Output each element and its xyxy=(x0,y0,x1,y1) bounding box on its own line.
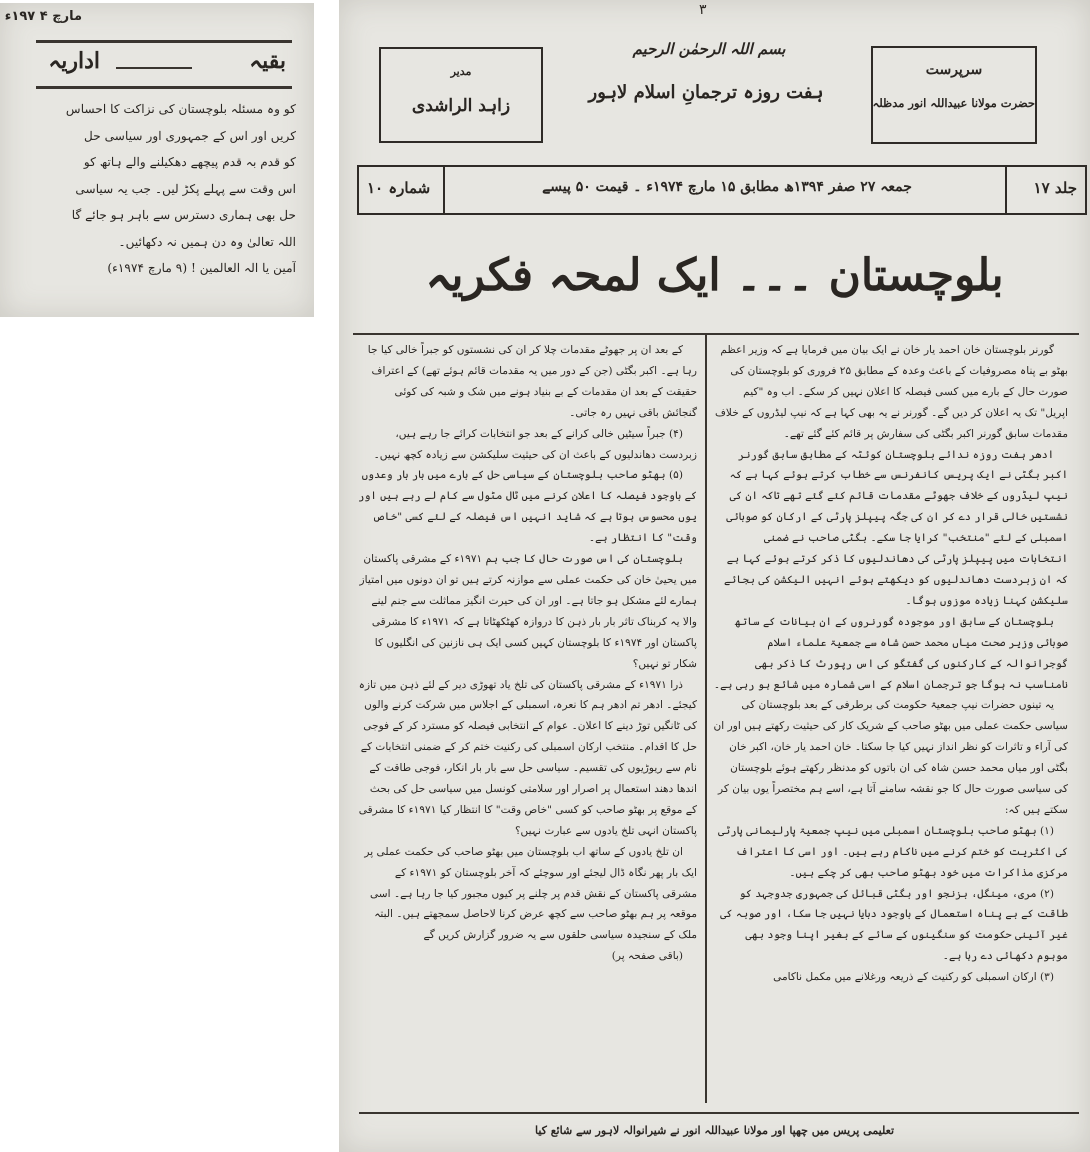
article-paragraph: ان تلخ یادوں کے ساتھ اب بلوچستان میں بھٹو صاحب کی حکمت عملی پر ایک بار پھر نگاہ ڈال لیجئے اور سوچئے کہ آخر بلوچستان کو ۱۹۷۱ء کے مشرقی پاکستان کے نقش قدم پر چلنے پر کیوں مجبور کیا جا رہا ہے۔ اسی موقعہ پر ہم بھٹو صاحب سے کچھ عرض کرنا لاحاصل سمجھتے ہیں۔ البتہ ملک کے سنجیدہ سیاسی حلقوں سے یہ ضرور گزارش کریں گے xyxy=(364,845,697,942)
volume-number: جلد ۱۷ xyxy=(1033,179,1077,197)
dateline-text: جمعہ ۲۷ صفر ۱۳۹۴ھ مطابق ۱۵ مارچ ۱۹۷۴ء ۔ قیمت ۵۰ پیسے xyxy=(542,179,912,195)
patron-name: حضرت مولانا عبیداللہ انور مدظلہ xyxy=(872,96,1035,110)
article-paragraph: ادھر ہفت روزہ ندائے بلوچستان کوئٹہ کے مطابق سابق گورنر اکبر بگٹی نے ایک پریس کانفرنس سے خطاب کرتے ہوئے کہا ہے کہ نیپ لیڈروں کے خلاف جھوٹے مقدمات قائم کئے گئے تھے تاکہ ان کی نشستیں خالی قرار دے کر ان کی جگہ پیپلز پارٹی کے ارکان کو صوبائی اسمبلی کے لئے "منتخب" کرایا جا سکے۔ بگٹی صاحب نے ضمنی انتخابات میں پیپلز پارٹی کی دھاندلیوں کا ذکر کرتے ہوئے کہا ہے کہ ان زبردست دھاندلیوں کو دیکھتے ہوئے انہیں الیکشن کی بجائے سلیکشن کہنا زیادہ موزوں ہوگا۔ xyxy=(723,448,1068,607)
column-divider xyxy=(705,333,707,1103)
clipping-title-dash xyxy=(116,67,192,69)
clipping-section-label: اداریہ xyxy=(48,48,100,74)
headline: بلوچستان ۔۔۔ ایک لمحہ فکریہ xyxy=(425,250,1004,301)
publication-title: ہفت روزہ ترجمانِ اسلام لاہور xyxy=(588,82,824,103)
clipping-rule-top xyxy=(36,40,292,43)
clipping-continued-label: بقیہ xyxy=(249,48,286,74)
editor-name: زاہد الراشدی xyxy=(411,96,511,116)
bismillah: بسم اللہ الرحمٰن الرحیم xyxy=(632,40,786,58)
article-paragraph: گورنر بلوچستان خان احمد یار خان نے ایک بیان میں فرمایا ہے کہ وزیر اعظم بھٹو بے پناہ مصروفیات کے باعث وعدہ کے مطابق ۲۵ فروری کو بلوچستان کی صورت حال کے بارے میں کسی فیصلہ کا اعلان نہیں کر سکے۔ اب وہ "کیم اپریل" تک یہ اعلان کر دیں گے۔ گورنر نے یہ بھی کہا ہے کہ نیپ لیڈروں کے خلاف مقدمات سابق گورنر اکبر بگٹی کی سفارش پر قائم کئے گئے تھے۔ xyxy=(714,344,1068,440)
newspaper-page xyxy=(339,0,1090,1152)
clipping-line: حل بھی ہماری دسترس سے باہر ہو جائے گا xyxy=(71,208,296,222)
clipping-rule-bottom xyxy=(36,86,292,89)
editor-box xyxy=(379,47,543,143)
issue-number: شمارہ ۱۰ xyxy=(367,179,431,197)
article-left-column xyxy=(357,340,697,1100)
article-paragraph: یہ تینوں حضرات نیپ جمعیۃ حکومت کی برطرفی کے بعد بلوچستان کی سیاسی حکمت عملی میں بھٹو صاحب کے شریک کار کی حیثیت رکھتے ہیں اور ان کی آراء و تاثرات کو نظر انداز نہیں کیا جا سکتا۔ خان احمد یار خان، اکبر خان بگٹی اور میاں محمد حسن شاہ کی ان باتوں کو مدنظر رکھتے ہوئے بلوچستان کی سیاسی صورت حال کا جو نقشہ سامنے آتا ہے، اسے ہم مختصراً یوں بیان کر سکتے ہیں کہ: xyxy=(713,699,1068,816)
volume-divider xyxy=(1005,167,1007,213)
imprint-line: تعلیمی پریس میں چھپا اور مولانا عبیداللہ انور نے شیرانوالہ لاہور سے شائع کیا xyxy=(534,1124,895,1137)
article-paragraph: ذرا ۱۹۷۱ء کے مشرقی پاکستان کی تلخ یاد تھوڑی دیر کے لئے ذہن میں تازہ کیجئے۔ ادھر تم ادھر ہم کا نعرہ، اسمبلی کے اجلاس میں شرکت کرنے والوں کی ٹانگیں توڑ دینے کا اعلان۔ عوام کے انتخابی فیصلہ کو مسترد کر کے فوجی حل کا اقدام۔ منتخب ارکان اسمبلی کی رکنیت ختم کر کے ضمنی انتخابات کے نام سے ریوڑیوں کی تقسیم۔ سیاسی حل سے بار بار انکار، فوجی طاقت کے اندھا دھند استعمال پر اصرار اور سلامتی کونسل میں سیاسی حل کی بحث کے موقع پر بھٹو صاحب کو کسی "خاص وقت" کا انتظار کیا ۱۹۷۱ء کا مشرقی پاکستان انہی تلخ یادوں سے عبارت نہیں؟ xyxy=(358,678,697,837)
article-paragraph: کے بعد ان پر جھوٹے مقدمات چلا کر ان کی نشستوں کو جبراً خالی کیا جا رہا ہے۔ اکبر بگٹی (جن کے دور میں یہ مقدمات قائم ہوئے تھے) کے اعتراف حقیقت کے بعد ان مقدمات کے بے بنیاد ہونے میں شک و شبہ کی کوئی گنجائش باقی نہیں رہ جاتی۔ xyxy=(367,344,697,419)
article-paragraph: (۲) مری، مینگل، بزنجو اور بگٹی قبائل کی جمہوری جدوجہد کو طاقت کے بے پناہ استعمال کے باوجود دبایا نہیں جا سکا، اور صوبہ کی غیر آئینی حکومت کو سنگینوں کے سائے کے بغیر اپنا وجود بھی موہوم دکھائی دے رہا ہے۔ xyxy=(720,887,1068,963)
article-paragraph: (۳) ارکان اسمبلی کو رکنیت کے ذریعہ ورغلانے میں مکمل ناکامی xyxy=(773,971,1054,984)
footer-rule xyxy=(359,1112,1079,1114)
article-paragraph: (۴) جبراً سیٹیں خالی کرانے کے بعد جو انتخابات کرائے جا رہے ہیں، زبردست دھاندلیوں کے باعث ان کی حیثیت سلیکشن سے زیادہ کچھ نہیں۔ xyxy=(373,427,697,461)
columns-top-rule xyxy=(353,333,1079,335)
clipping-line: آمین یا الہ العالمین ! (۹ مارچ ۱۹۷۴ء) xyxy=(107,261,296,275)
article-paragraph: (۵) بھٹو صاحب بلوچستان کے سیاسی حل کے بارے میں بار بار وعدوں کے باوجود فیصلہ کا اعلان کرنے میں ٹال مٹول سے کام لے رہے ہیں اور یوں محسوس ہوتا ہے کہ شاید انہیں اس فیصلہ کے لئے کسی "خاص وقت" کا انتظار ہے۔ xyxy=(358,469,697,545)
editor-label: مدیر xyxy=(450,65,472,78)
clipping-line: کریں اور اس کے جمہوری اور سیاسی حل xyxy=(83,128,296,143)
clipping-line: اللہ تعالیٰ وہ دن ہمیں نہ دکھائیں۔ xyxy=(118,234,296,249)
clipping-continuation xyxy=(0,3,314,317)
patron-label: سرپرست xyxy=(925,62,983,78)
dateline-bar xyxy=(357,165,1087,215)
clipping-line: اس وقت سے پہلے پکڑ لیں۔ جب یہ سیاسی xyxy=(75,181,296,196)
clipping-date: مارچ ۴ ۱۹۷ء xyxy=(4,9,82,24)
clipping-line: کو قدم بہ قدم پیچھے دھکیلنے والے ہاتھ کو xyxy=(83,155,296,169)
page-number: ۳ xyxy=(699,2,707,18)
issue-divider xyxy=(443,167,445,213)
article-paragraph: بلوچستان کی اس صورت حال کا جب ہم ۱۹۷۱ء کے مشرقی پاکستان میں یحییٰ خان کی حکمت عملی سے موازنہ کرتے ہیں تو ان دونوں میں امتیاز ہمارے لئے مشکل ہو جاتا ہے۔ اور ان کی حیرت انگیز مماثلت سے جنم لینے والا یہ کربناک تاثر بار بار ذہن کا دروازہ کھٹکھٹاتا ہے کہ ۱۹۷۱ء کا مشرقی پاکستان اور ۱۹۷۴ء کا بلوچستان کہیں کسی ایک ہی نازنین کی انگلیوں کا شکار تو نہیں؟ xyxy=(359,553,697,670)
article-paragraph: (باقی صفحہ پر) xyxy=(611,950,683,963)
article-paragraph: (۱) بھٹو صاحب بلوچستان اسمبلی میں نیپ جمعیۃ پارلیمانی پارٹی کی اکثریت کو ختم کرنے میں ناکام رہے ہیں۔ اور اسی کا اعتراف مرکزی مذاکرات میں خود بھٹو صاحب بھی کر چکے ہیں۔ xyxy=(717,824,1068,879)
clipping-line: کو وہ مسئلہ بلوچستان کی نزاکت کا احساس xyxy=(65,102,296,116)
clipping-body xyxy=(20,96,296,282)
article-right-column xyxy=(713,340,1068,1100)
patron-box xyxy=(871,46,1037,144)
article-paragraph: بلوچستان کے سابق اور موجودہ گورنروں کے ان بیانات کے ساتھ صوبائی وزیر صحت میاں محمد حسن شاہ سے جمعیۃ علماء اسلام گوجرانوالہ کے کارکنوں کی گفتگو کی اس رپورٹ کا ذکر بھی نامناسب نہ ہوگا جو ترجمان اسلام کے اسی شمارہ میں شائع ہو رہی ہے۔ xyxy=(713,615,1068,691)
